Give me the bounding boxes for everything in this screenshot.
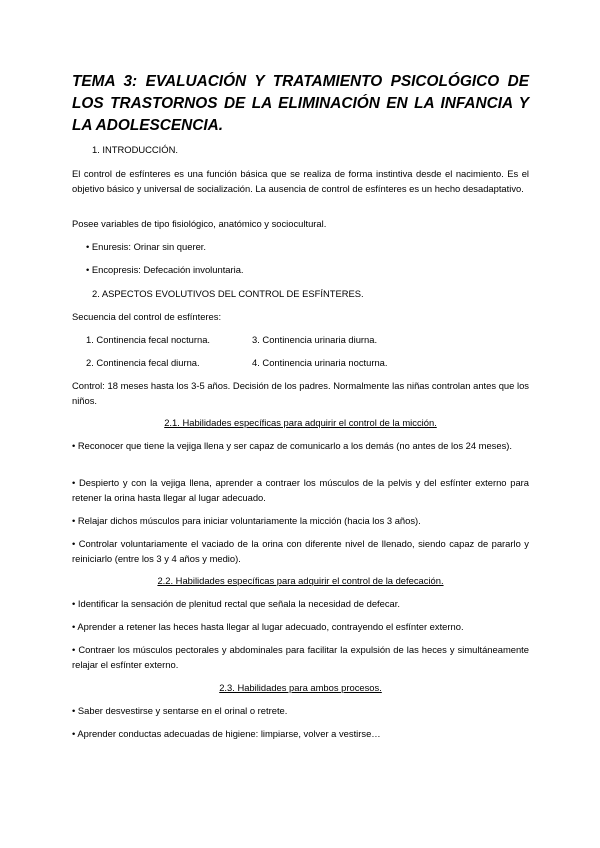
bullet-enuresis: • Enuresis: Orinar sin querer. [86, 241, 206, 252]
sequence-item-4: 4. Continencia urinaria nocturna. [252, 357, 388, 368]
sequence-intro: Secuencia del control de esfínteres: [72, 311, 222, 322]
defecacion-bullet-1: • Identificar la sensación de plenitud rectal que señala la necesidad de defecar. [72, 598, 400, 609]
defecacion-bullet-3: • Contraer los músculos pectorales y abdominales para facilitar la expulsión de las heces y simultáneamente relajar el esfínter externo. [72, 644, 529, 670]
subheading-ambos: 2.3. Habilidades para ambos procesos. [219, 682, 382, 693]
ambos-bullet-2: • Aprender conductas adecuadas de higiene: limpiarse, volver a vestirse… [72, 728, 381, 739]
miccion-bullet-2: • Despierto y con la vejiga llena, aprender a contraer los músculos de la pelvis y del esfínter externo para retener la orina hasta llegar al lugar adecuado. [72, 477, 529, 503]
control-paragraph: Control: 18 meses hasta los 3-5 años. Decisión de los padres. Normalmente las niñas controlan antes que los niños. [72, 380, 529, 406]
subheading-defecacion: 2.2. Habilidades específicas para adquirir el control de la defecación. [157, 575, 444, 586]
miccion-bullet-1: • Reconocer que tiene la vejiga llena y ser capaz de comunicarlo a los demás (no antes de los 24 meses). [72, 440, 512, 451]
subheading-miccion: 2.1. Habilidades específicas para adquirir el control de la micción. [164, 417, 437, 428]
variables-paragraph: Posee variables de tipo fisiológico, anatómico y sociocultural. [72, 218, 327, 229]
intro-paragraph: El control de esfínteres es una función básica que se realiza de forma instintiva desde el nacimiento. Es el objetivo básico y universal de socialización. La ausencia de control de esfínteres es un hecho desadaptativo. [72, 168, 529, 194]
sequence-item-3: 3. Continencia urinaria diurna. [252, 334, 378, 345]
section-heading-aspectos: 2. ASPECTOS EVOLUTIVOS DEL CONTROL DE ESFÍNTERES. [92, 288, 364, 299]
defecacion-bullet-2: • Aprender a retener las heces hasta llegar al lugar adecuado, contrayendo el esfínter externo. [72, 621, 464, 632]
miccion-bullet-3: • Relajar dichos músculos para iniciar voluntariamente la micción (hacia los 3 años). [72, 515, 421, 526]
miccion-bullet-4: • Controlar voluntariamente el vaciado de la orina con diferente nivel de llenado, siendo capaz de pararlo y reiniciarlo (entre los 3 y 4 años y medio). [72, 538, 529, 564]
sequence-item-2: 2. Continencia fecal diurna. [86, 357, 200, 368]
sequence-item-1: 1. Continencia fecal nocturna. [86, 334, 211, 345]
ambos-bullet-1: • Saber desvestirse y sentarse en el orinal o retrete. [72, 705, 288, 716]
document-title: TEMA 3: EVALUACIÓN Y TRATAMIENTO PSICOLÓGICO DE LOS TRASTORNOS DE LA ELIMINACIÓN EN LA INFANCIA Y LA ADOLESCENCIA. [72, 73, 529, 134]
bullet-encopresis: • Encopresis: Defecación involuntaria. [86, 264, 244, 275]
section-heading-introduccion: 1. INTRODUCCIÓN. [92, 144, 178, 155]
